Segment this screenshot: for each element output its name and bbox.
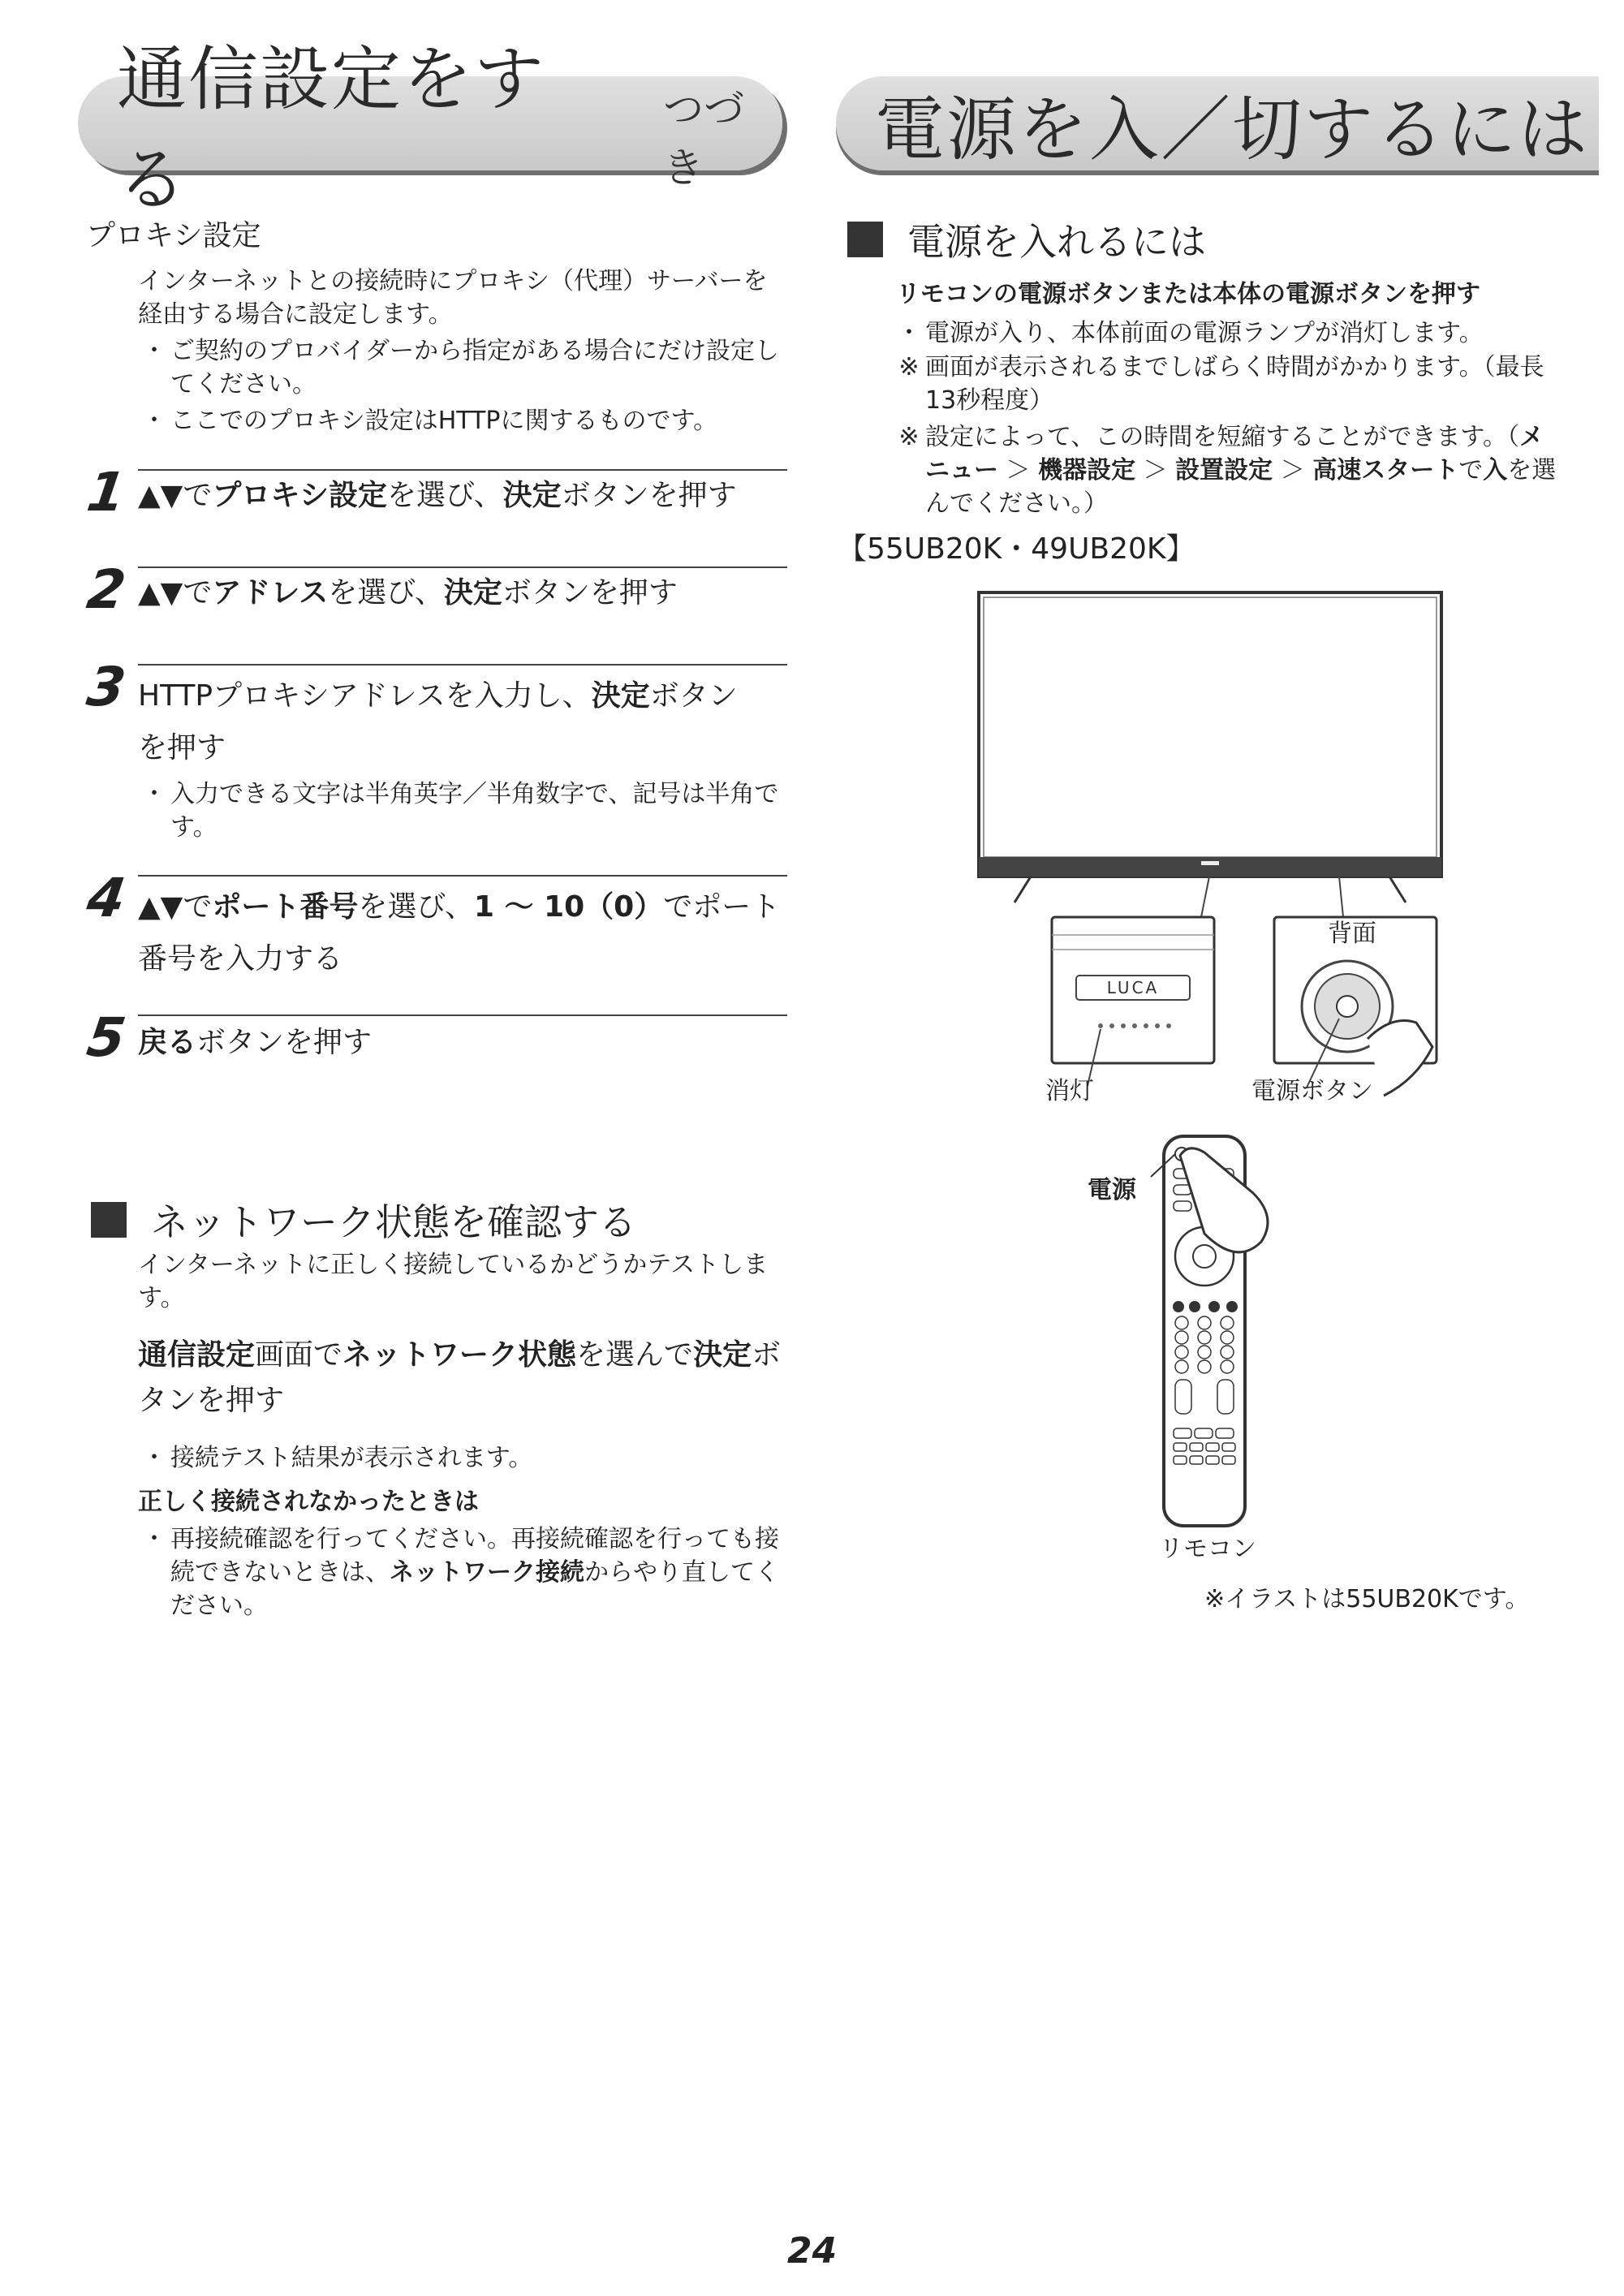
step-number-3: 3: [83, 656, 130, 718]
step-divider: [138, 469, 787, 471]
step-2-text: ▲▼でアドレスを選び、決定ボタンを押す: [138, 576, 678, 610]
model-numbers: 【55UB20K・49UB20K】: [838, 532, 1195, 566]
network-fail-heading: 正しく接続されなかったときは: [138, 1488, 479, 1516]
proxy-desc: インターネットとの接続時にプロキシ（代理）サーバーを経由する場合に設定します。: [138, 267, 768, 329]
step-3-note: ・ 入力できる文字は半角英字／半角数字で、記号は半角です。: [138, 778, 787, 844]
network-instruction: 通信設定画面でネットワーク状態を選んで決定ボタンを押す: [138, 1338, 782, 1417]
power-heading: 電源を入れるには: [847, 213, 1206, 266]
section-tab-power: [836, 76, 1599, 170]
step-number-2: 2: [83, 558, 130, 621]
section-continued-label: つづき: [663, 86, 745, 192]
front-panel-icon: [1052, 917, 1214, 1086]
section-title: 通信設定をする: [117, 39, 545, 221]
power-note-1: ※ 画面が表示されるまでしばらく時間がかかります。（最長13秒程度）: [898, 353, 1544, 415]
square-bullet-icon: [847, 222, 883, 257]
step-1-text: ▲▼でプロキシ設定を選び、決定ボタンを押す: [138, 479, 737, 512]
proxy-bullet-2: ・ ここでのプロキシ設定はHTTPに関するものです。: [138, 404, 787, 437]
power-bullet: ・ 電源が入り、本体前面の電源ランプが消灯します。: [897, 319, 1484, 347]
power-instruction: リモコンの電源ボタンまたは本体の電源ボタンを押す: [896, 280, 1480, 308]
proxy-bullet-2-text: ここでのプロキシ設定はHTTPに関するものです。: [170, 407, 718, 435]
step-4-text: ▲▼でポート番号を選び、1 〜 10（0）でポート番号を入力する: [138, 890, 781, 976]
network-bullet: ・ 接続テスト結果が表示されます。: [142, 1444, 533, 1472]
label-power-button: 電源ボタン: [1251, 1077, 1373, 1105]
network-desc: インターネットに正しく接続しているかどうかテストします。: [138, 1251, 769, 1312]
luca-logo: LUCA: [1106, 978, 1160, 997]
label-remote: リモコン: [1159, 1535, 1256, 1563]
label-power: 電源: [1088, 1176, 1136, 1204]
section-tab-network: [78, 39, 782, 221]
step-number-1: 1: [83, 461, 130, 523]
tv-remote-illustration: [933, 584, 1518, 1542]
step-3-note-text: 入力できる文字は半角英字／半角数字で、記号は半角です。: [170, 780, 779, 842]
step-number-5: 5: [83, 1006, 130, 1069]
step-divider: [138, 566, 787, 568]
step-divider: [138, 1014, 787, 1016]
remote-icon: [1151, 1136, 1268, 1526]
proxy-bullet-1: ・ ご契約のプロバイダーから指定がある場合にだけ設定してください。: [138, 334, 787, 401]
network-heading: ネットワーク状態を確認する: [91, 1193, 636, 1247]
network-fail-bullet: ・ 再接続確認を行ってください。再接続確認を行っても接続できないときは、ネットワーク接続からやり直してください。: [142, 1525, 779, 1620]
square-bullet-icon: [91, 1202, 127, 1238]
step-3-text: HTTPプロキシアドレスを入力し、決定ボタン を押す: [138, 679, 738, 765]
step-5-text: 戻るボタンを押す: [138, 1026, 373, 1059]
page-number: 24: [786, 2230, 838, 2272]
proxy-bullet-1-text: ご契約のプロバイダーから指定がある場合にだけ設定してください。: [170, 337, 779, 398]
label-off: 消灯: [1045, 1077, 1094, 1105]
label-back: 背面: [1328, 920, 1376, 948]
illustration-caption: ※イラストは55UB20Kです。: [1204, 1585, 1530, 1613]
section-title-power: 電源を入／切するには: [875, 89, 1589, 170]
proxy-heading: プロキシ設定: [86, 219, 261, 252]
power-note-2: ※ 設定によって、この時間を短縮することができます。（メニュー ＞ 機器設定 ＞ 設置設定 ＞ 高速スタートで入を選んでください。）: [898, 423, 1557, 518]
step-number-4: 4: [83, 867, 130, 929]
tv-icon: [979, 592, 1441, 917]
step-divider: [138, 664, 787, 666]
step-divider: [138, 875, 787, 877]
